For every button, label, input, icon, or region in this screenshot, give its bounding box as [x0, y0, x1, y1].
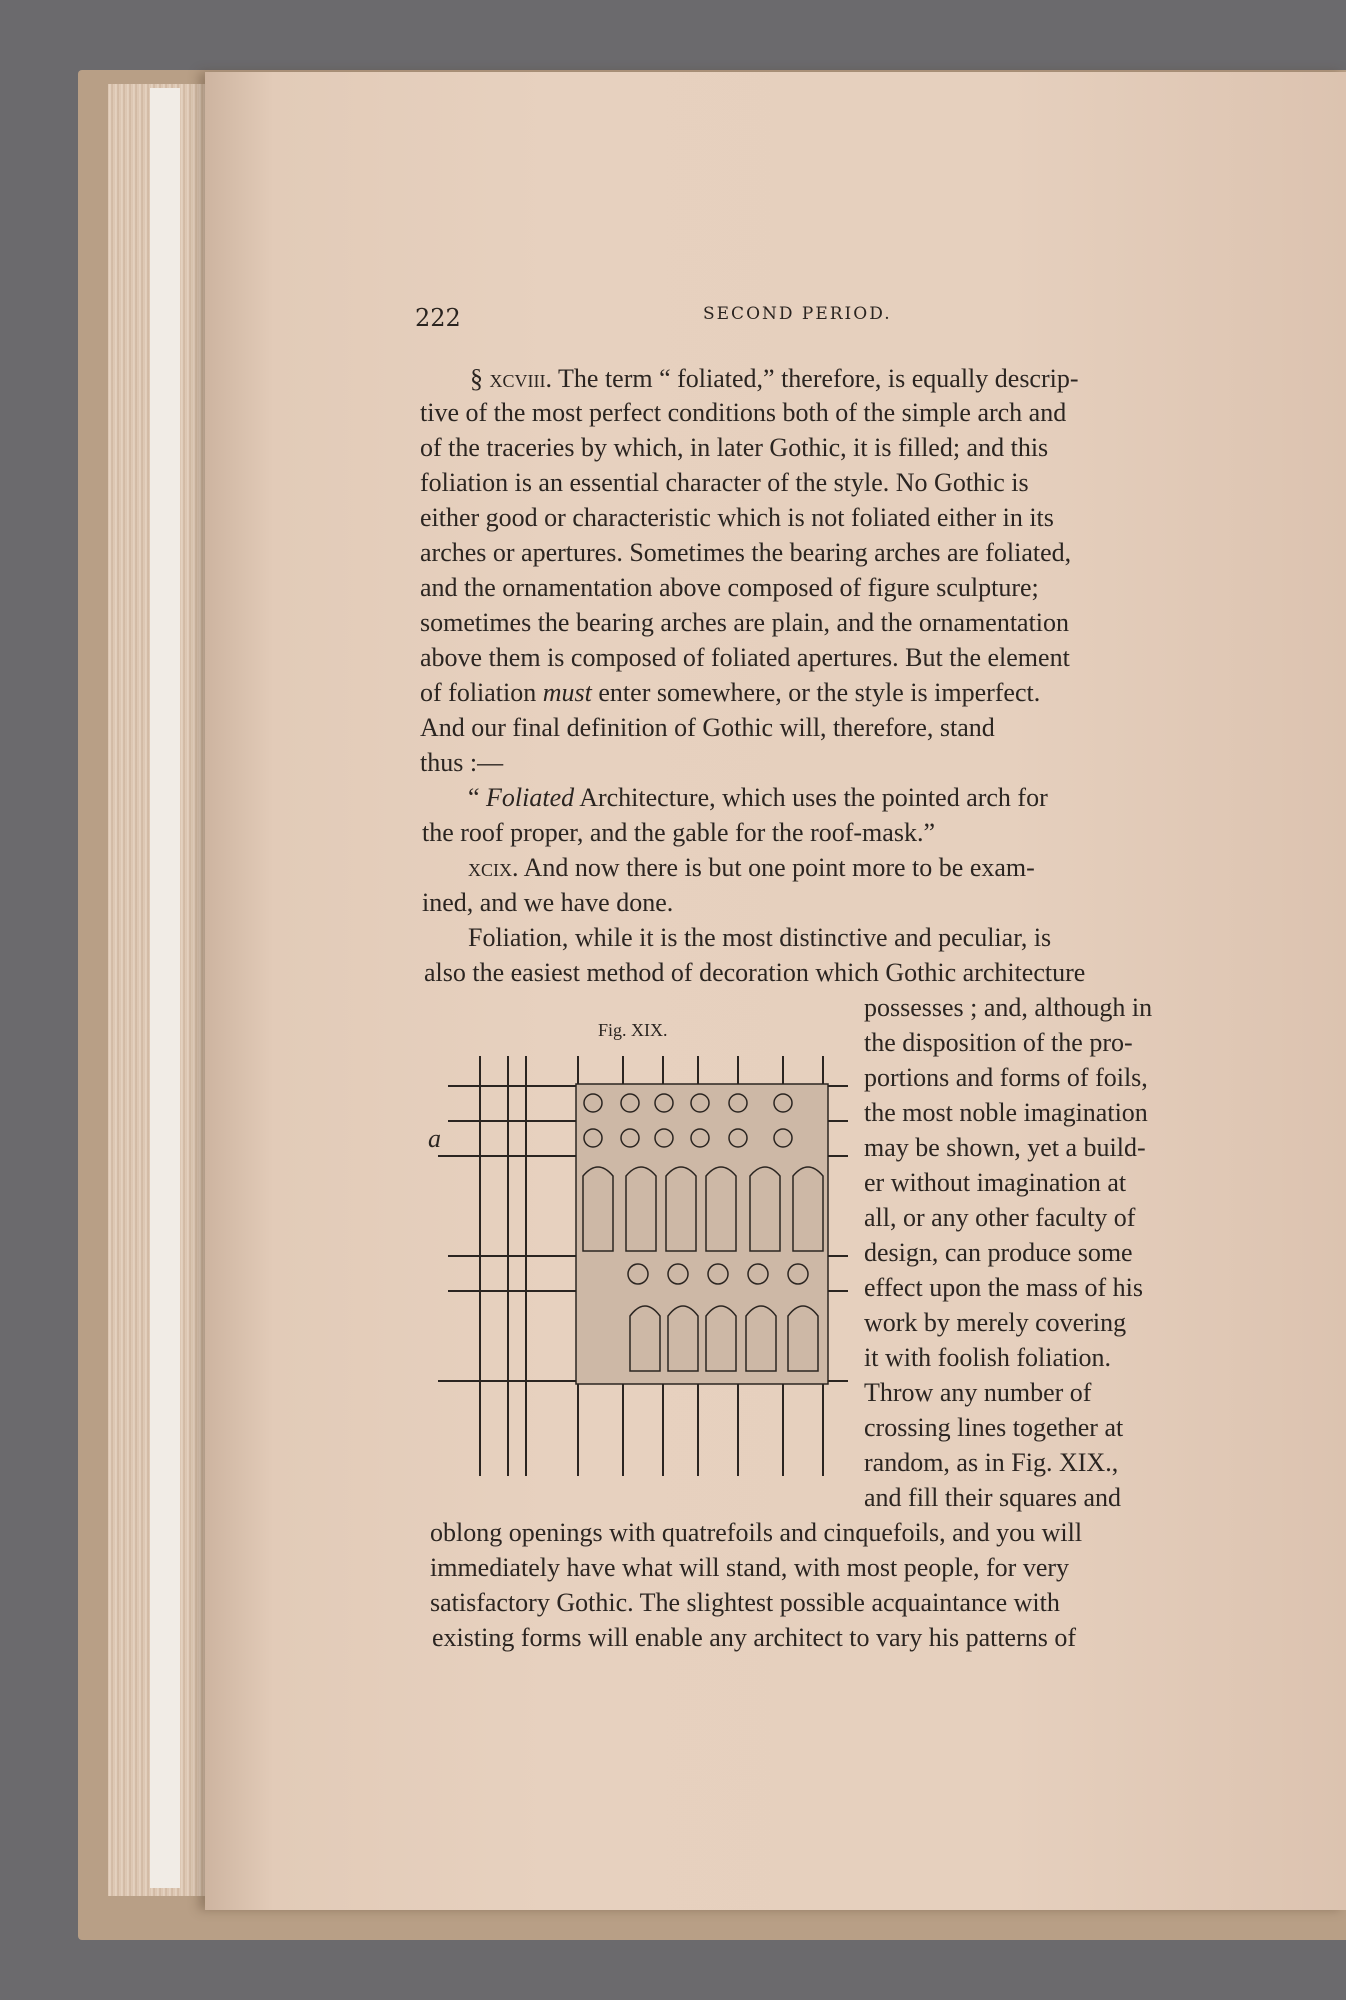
figure-letter-label: a	[428, 1124, 441, 1153]
text-run: satisfactory Gothic. The slightest possible acquaintance with	[430, 1588, 1060, 1617]
text-run: also the easiest method of decoration which Gothic architecture	[424, 958, 1086, 987]
text-run: effect upon the mass of his	[864, 1273, 1143, 1302]
text-run: and the ornamentation above composed of figure sculpture;	[420, 573, 1039, 602]
page-header	[415, 300, 1205, 336]
text-line	[430, 1586, 1060, 1620]
text-line	[420, 746, 503, 780]
page-number: 222	[415, 304, 461, 332]
text-line	[420, 536, 1071, 570]
text-line	[424, 956, 1085, 990]
text-line	[420, 501, 1054, 535]
text-line	[468, 851, 1035, 885]
text-line	[430, 1551, 1069, 1585]
text-line	[432, 1621, 1076, 1655]
text-line	[420, 641, 1070, 675]
text-line	[864, 991, 1152, 1025]
italic-text: Foliated	[486, 783, 575, 812]
text-run: may be shown, yet a build-	[864, 1133, 1146, 1162]
text-run: it with foolish foliation.	[864, 1343, 1111, 1372]
text-line	[468, 921, 1051, 955]
text-line	[422, 886, 673, 920]
text-line	[864, 1026, 1133, 1060]
text-run: enter somewhere, or the style is imperfect.	[591, 678, 1041, 707]
text-run: either good or characteristic which is not foliated either in its	[420, 503, 1054, 532]
gothic-tracery-illustration	[438, 1046, 848, 1491]
text-line	[864, 1236, 1133, 1270]
text-line	[420, 606, 1069, 640]
figure-xix	[428, 1016, 848, 1496]
text-run: possesses ; and, although in	[864, 993, 1153, 1022]
text-line	[864, 1411, 1123, 1445]
text-run: . The term “ foliated,” therefore, is equally descrip-	[545, 364, 1079, 393]
text-run: sometimes the bearing arches are plain, and the ornamentation	[420, 608, 1070, 637]
figure-caption: Fig. XIX.	[598, 1020, 668, 1040]
text-line	[864, 1201, 1135, 1235]
text-run: the roof proper, and the gable for the roof-mask.”	[422, 818, 935, 847]
text-run: thus :—	[420, 748, 504, 777]
italic-text: must	[542, 678, 592, 707]
text-line	[864, 1446, 1118, 1480]
text-line	[864, 1481, 1121, 1515]
text-run: and fill their squares and	[864, 1483, 1122, 1512]
running-head: SECOND PERIOD.	[703, 304, 892, 324]
text-line	[420, 676, 1040, 710]
text-run: er without imagination at	[864, 1168, 1127, 1197]
text-run: portions and forms of foils,	[864, 1063, 1148, 1092]
text-run: “	[468, 783, 487, 812]
text-run: . And now there is but one point more to be exam-	[512, 853, 1035, 882]
text-run: all, or any other faculty of	[864, 1203, 1136, 1232]
text-line	[422, 816, 935, 850]
text-run: work by merely covering	[864, 1308, 1127, 1337]
text-line	[420, 466, 1029, 500]
text-line	[420, 431, 1048, 465]
text-line	[864, 1061, 1148, 1095]
text-run: ined, and we have done.	[422, 888, 674, 917]
text-line	[864, 1306, 1126, 1340]
text-run: tive of the most perfect conditions both of the simple arch and	[420, 398, 1067, 427]
text-run: And our final definition of Gothic will, therefore, stand	[420, 713, 995, 742]
text-run: of the traceries by which, in later Gothic, it is filled; and this	[420, 433, 1049, 462]
text-run: arches or apertures. Sometimes the bearing arches are foliated,	[420, 538, 1072, 567]
section-mark: §	[470, 364, 490, 393]
text-line	[864, 1131, 1146, 1165]
text-line	[420, 711, 995, 745]
text-run: the most noble imagination	[864, 1098, 1148, 1127]
text-line	[420, 396, 1066, 430]
text-line	[470, 362, 1079, 396]
section-number: xcix	[468, 853, 512, 882]
text-run: oblong openings with quatrefoils and cinquefoils, and you will	[430, 1518, 1083, 1547]
text-run: Foliation, while it is the most distinctive and peculiar, is	[468, 923, 1052, 952]
flyleaf	[150, 88, 180, 1888]
text-line	[468, 781, 1048, 815]
text-run: Architecture, which uses the pointed arch for	[574, 783, 1048, 812]
text-line	[864, 1341, 1111, 1375]
text-run: random, as in Fig. XIX.,	[864, 1448, 1119, 1477]
text-run: existing forms will enable any architect to vary his patterns of	[432, 1623, 1077, 1652]
text-line	[864, 1096, 1148, 1130]
text-run: above them is composed of foliated apertures. But the element	[420, 643, 1070, 672]
text-line	[864, 1271, 1143, 1305]
text-run: the disposition of the pro-	[864, 1028, 1133, 1057]
text-run: crossing lines together at	[864, 1413, 1124, 1442]
text-line	[420, 571, 1039, 605]
text-run: foliation is an essential character of the style. No Gothic is	[420, 468, 1029, 497]
text-line	[864, 1166, 1126, 1200]
section-number: xcviii	[489, 364, 546, 393]
text-run: of foliation	[420, 678, 543, 707]
text-run: design, can produce some	[864, 1238, 1133, 1267]
text-run: immediately have what will stand, with most people, for very	[430, 1553, 1070, 1582]
text-line	[864, 1376, 1091, 1410]
text-run: Throw any number of	[864, 1378, 1092, 1407]
text-line	[430, 1516, 1082, 1550]
